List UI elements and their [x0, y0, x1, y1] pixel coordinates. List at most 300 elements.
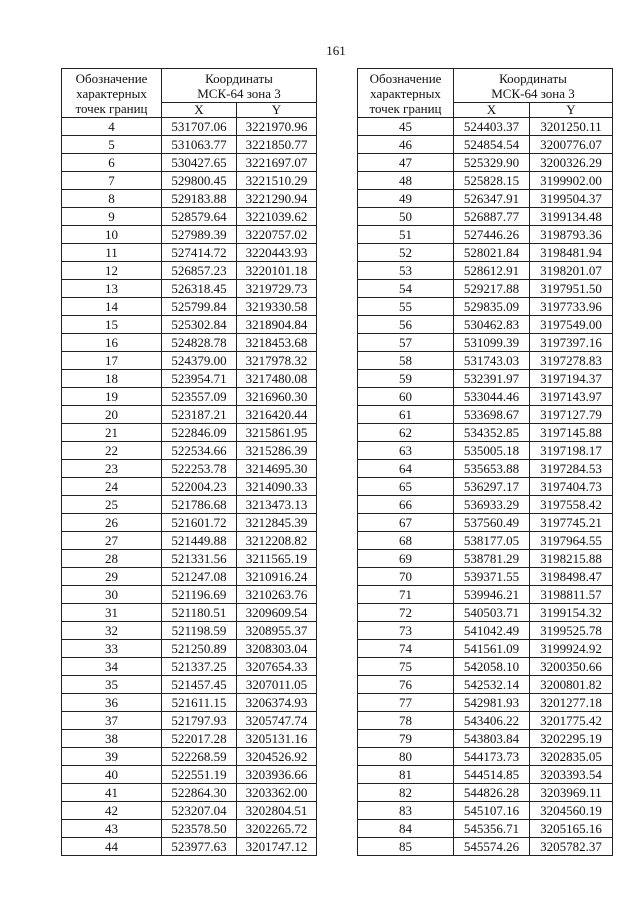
x-coordinate-cell: 531743.03 — [454, 352, 530, 370]
y-coordinate-cell: 3199154.32 — [530, 604, 613, 622]
coordinates-header: Координаты МСК-64 зона 3 — [454, 69, 613, 103]
point-number-cell: 14 — [62, 298, 162, 316]
table-row — [62, 514, 317, 532]
point-number-cell: 18 — [62, 370, 162, 388]
point-number-cell: 15 — [62, 316, 162, 334]
point-number-cell: 41 — [62, 784, 162, 802]
x-coordinate-cell: 521337.25 — [162, 658, 237, 676]
x-coordinate-cell: 522268.59 — [162, 748, 237, 766]
y-coordinate-cell: 3202835.05 — [530, 748, 613, 766]
point-number-cell: 21 — [62, 424, 162, 442]
table-row — [62, 766, 317, 784]
y-coordinate-cell: 3197733.96 — [530, 298, 613, 316]
x-coordinate-cell: 531099.39 — [454, 334, 530, 352]
x-coordinate-cell: 525302.84 — [162, 316, 237, 334]
point-number-cell: 30 — [62, 586, 162, 604]
table-row — [358, 658, 613, 676]
x-coordinate-cell: 523207.04 — [162, 802, 237, 820]
y-coordinate-cell: 3199525.78 — [530, 622, 613, 640]
x-coordinate-cell: 540503.71 — [454, 604, 530, 622]
table-row — [62, 838, 317, 856]
y-coordinate-cell: 3211565.19 — [237, 550, 317, 568]
x-coordinate-cell: 521250.89 — [162, 640, 237, 658]
y-coordinate-cell: 3221039.62 — [237, 208, 317, 226]
x-coordinate-cell: 539946.21 — [454, 586, 530, 604]
table-row — [358, 172, 613, 190]
point-number-cell: 72 — [358, 604, 454, 622]
point-number-cell: 84 — [358, 820, 454, 838]
y-coordinate-cell: 3199902.00 — [530, 172, 613, 190]
table-row — [62, 712, 317, 730]
y-coordinate-cell: 3198793.36 — [530, 226, 613, 244]
y-coordinate-cell: 3207654.33 — [237, 658, 317, 676]
x-coordinate-cell: 528579.64 — [162, 208, 237, 226]
x-coordinate-cell: 526347.91 — [454, 190, 530, 208]
y-coordinate-cell: 3202295.19 — [530, 730, 613, 748]
table-row — [62, 676, 317, 694]
x-coordinate-cell: 523954.71 — [162, 370, 237, 388]
point-number-cell: 81 — [358, 766, 454, 784]
point-number-cell: 22 — [62, 442, 162, 460]
table-row — [62, 316, 317, 334]
y-coordinate-cell: 3198215.88 — [530, 550, 613, 568]
y-coordinate-cell: 3217480.08 — [237, 370, 317, 388]
x-coordinate-cell: 521601.72 — [162, 514, 237, 532]
table-row — [62, 424, 317, 442]
point-number-cell: 32 — [62, 622, 162, 640]
table-row — [62, 370, 317, 388]
x-coordinate-cell: 533698.67 — [454, 406, 530, 424]
point-number-cell: 66 — [358, 496, 454, 514]
y-coordinate-cell: 3219330.58 — [237, 298, 317, 316]
y-coordinate-cell: 3197558.42 — [530, 496, 613, 514]
y-coordinate-cell: 3212208.82 — [237, 532, 317, 550]
point-number-cell: 51 — [358, 226, 454, 244]
table-row — [62, 442, 317, 460]
y-coordinate-cell: 3200350.66 — [530, 658, 613, 676]
x-coordinate-cell: 531707.06 — [162, 118, 237, 136]
table-row — [62, 748, 317, 766]
point-number-cell: 8 — [62, 190, 162, 208]
y-coordinate-cell: 3197964.55 — [530, 532, 613, 550]
x-coordinate-cell: 545356.71 — [454, 820, 530, 838]
table-row — [62, 460, 317, 478]
point-number-cell: 63 — [358, 442, 454, 460]
table-row — [62, 820, 317, 838]
table-row — [62, 532, 317, 550]
x-coordinate-cell: 536933.29 — [454, 496, 530, 514]
point-number-cell: 57 — [358, 334, 454, 352]
x-coordinate-cell: 537560.49 — [454, 514, 530, 532]
point-number-cell: 37 — [62, 712, 162, 730]
x-coordinate-cell: 538177.05 — [454, 532, 530, 550]
x-coordinate-cell: 528612.91 — [454, 262, 530, 280]
y-coordinate-cell: 3201250.11 — [530, 118, 613, 136]
y-coordinate-cell: 3201747.12 — [237, 838, 317, 856]
x-coordinate-cell: 534352.85 — [454, 424, 530, 442]
table-row — [358, 748, 613, 766]
point-number-cell: 36 — [62, 694, 162, 712]
x-coordinate-cell: 529800.45 — [162, 172, 237, 190]
table-row — [62, 298, 317, 316]
y-coordinate-cell: 3203969.11 — [530, 784, 613, 802]
table-row — [358, 262, 613, 280]
y-coordinate-cell: 3197194.37 — [530, 370, 613, 388]
table-row — [358, 208, 613, 226]
point-number-cell: 82 — [358, 784, 454, 802]
point-number-cell: 31 — [62, 604, 162, 622]
table-row — [358, 226, 613, 244]
x-coordinate-cell: 525329.90 — [454, 154, 530, 172]
y-coordinate-cell: 3200326.29 — [530, 154, 613, 172]
x-coordinate-cell: 545574.26 — [454, 838, 530, 856]
point-number-cell: 69 — [358, 550, 454, 568]
table-row — [358, 802, 613, 820]
y-coordinate-cell: 3205747.74 — [237, 712, 317, 730]
x-coordinate-cell: 529183.88 — [162, 190, 237, 208]
x-coordinate-cell: 526887.77 — [454, 208, 530, 226]
y-coordinate-cell: 3221290.94 — [237, 190, 317, 208]
y-coordinate-cell: 3197278.83 — [530, 352, 613, 370]
point-number-cell: 68 — [358, 532, 454, 550]
y-coordinate-cell: 3197745.21 — [530, 514, 613, 532]
point-number-cell: 25 — [62, 496, 162, 514]
x-coordinate-cell: 522004.23 — [162, 478, 237, 496]
x-coordinate-cell: 521198.59 — [162, 622, 237, 640]
table-row — [358, 136, 613, 154]
point-number-cell: 65 — [358, 478, 454, 496]
table-row — [62, 784, 317, 802]
table-row — [62, 802, 317, 820]
x-coordinate-cell: 524854.54 — [454, 136, 530, 154]
y-coordinate-cell: 3204560.19 — [530, 802, 613, 820]
point-number-cell: 7 — [62, 172, 162, 190]
y-coordinate-cell: 3218904.84 — [237, 316, 317, 334]
table-row — [358, 766, 613, 784]
x-coordinate-cell: 535005.18 — [454, 442, 530, 460]
page-number: 161 — [326, 43, 346, 58]
x-coordinate-cell: 544826.28 — [454, 784, 530, 802]
point-number-cell: 40 — [62, 766, 162, 784]
point-number-cell: 29 — [62, 568, 162, 586]
y-coordinate-cell: 3214695.30 — [237, 460, 317, 478]
x-coordinate-cell: 542981.93 — [454, 694, 530, 712]
point-number-cell: 28 — [62, 550, 162, 568]
point-designation-header: Обозначение характерных точек границ — [358, 69, 454, 118]
table-row — [358, 712, 613, 730]
point-number-cell: 33 — [62, 640, 162, 658]
point-number-cell: 71 — [358, 586, 454, 604]
y-coordinate-cell: 3207011.05 — [237, 676, 317, 694]
y-coordinate-cell: 3220443.93 — [237, 244, 317, 262]
point-number-cell: 49 — [358, 190, 454, 208]
x-coordinate-cell: 522253.78 — [162, 460, 237, 478]
table-row — [62, 388, 317, 406]
table-row — [62, 406, 317, 424]
table-row — [62, 226, 317, 244]
y-coordinate-cell: 3199924.92 — [530, 640, 613, 658]
x-coordinate-cell: 528021.84 — [454, 244, 530, 262]
table-row — [358, 820, 613, 838]
y-coordinate-cell: 3197127.79 — [530, 406, 613, 424]
x-coordinate-cell: 521180.51 — [162, 604, 237, 622]
table-row — [358, 352, 613, 370]
x-coordinate-cell: 524828.78 — [162, 334, 237, 352]
point-number-cell: 43 — [62, 820, 162, 838]
point-number-cell: 47 — [358, 154, 454, 172]
y-coordinate-cell: 3221510.29 — [237, 172, 317, 190]
y-coordinate-cell: 3197145.88 — [530, 424, 613, 442]
y-coordinate-cell: 3221970.96 — [237, 118, 317, 136]
y-coordinate-cell: 3221850.77 — [237, 136, 317, 154]
y-coordinate-cell: 3197404.73 — [530, 478, 613, 496]
x-coordinate-cell: 527446.26 — [454, 226, 530, 244]
point-number-cell: 70 — [358, 568, 454, 586]
table-row — [358, 676, 613, 694]
x-coordinate-cell: 544514.85 — [454, 766, 530, 784]
x-coordinate-cell: 542058.10 — [454, 658, 530, 676]
x-coordinate-cell: 527989.39 — [162, 226, 237, 244]
x-coordinate-cell: 525828.15 — [454, 172, 530, 190]
x-coordinate-cell: 526318.45 — [162, 280, 237, 298]
x-coordinate-cell: 522846.09 — [162, 424, 237, 442]
table-row — [358, 334, 613, 352]
x-coordinate-cell: 521786.68 — [162, 496, 237, 514]
y-coordinate-cell: 3205131.16 — [237, 730, 317, 748]
table-row — [62, 658, 317, 676]
point-number-cell: 50 — [358, 208, 454, 226]
y-coordinate-cell: 3197549.00 — [530, 316, 613, 334]
table-row — [62, 262, 317, 280]
point-number-cell: 76 — [358, 676, 454, 694]
y-coordinate-cell: 3208955.37 — [237, 622, 317, 640]
y-coordinate-cell: 3206374.93 — [237, 694, 317, 712]
y-coordinate-cell: 3212845.39 — [237, 514, 317, 532]
x-coordinate-cell: 521331.56 — [162, 550, 237, 568]
table-row — [62, 622, 317, 640]
point-number-cell: 73 — [358, 622, 454, 640]
table-row — [358, 640, 613, 658]
point-number-cell: 42 — [62, 802, 162, 820]
y-coordinate-cell: 3198811.57 — [530, 586, 613, 604]
x-coordinate-cell: 522864.30 — [162, 784, 237, 802]
x-coordinate-cell: 541042.49 — [454, 622, 530, 640]
table-row — [62, 586, 317, 604]
x-coordinate-cell: 535653.88 — [454, 460, 530, 478]
x-coordinate-cell: 527414.72 — [162, 244, 237, 262]
y-column-header: Y — [237, 102, 317, 117]
point-number-cell: 38 — [62, 730, 162, 748]
table-row — [62, 550, 317, 568]
y-coordinate-cell: 3220757.02 — [237, 226, 317, 244]
table-row — [358, 388, 613, 406]
point-number-cell: 9 — [62, 208, 162, 226]
x-coordinate-cell: 523578.50 — [162, 820, 237, 838]
point-number-cell: 83 — [358, 802, 454, 820]
point-number-cell: 55 — [358, 298, 454, 316]
table-row — [358, 478, 613, 496]
y-coordinate-cell: 3197951.50 — [530, 280, 613, 298]
point-number-cell: 24 — [62, 478, 162, 496]
y-coordinate-cell: 3202804.51 — [237, 802, 317, 820]
x-coordinate-cell: 522551.19 — [162, 766, 237, 784]
y-coordinate-cell: 3219729.73 — [237, 280, 317, 298]
y-coordinate-cell: 3213473.13 — [237, 496, 317, 514]
x-coordinate-cell: 529217.88 — [454, 280, 530, 298]
y-coordinate-cell: 3201775.42 — [530, 712, 613, 730]
point-number-cell: 19 — [62, 388, 162, 406]
table-row — [358, 730, 613, 748]
point-number-cell: 75 — [358, 658, 454, 676]
point-number-cell: 67 — [358, 514, 454, 532]
x-column-header: X — [162, 102, 237, 117]
table-row — [358, 154, 613, 172]
y-coordinate-cell: 3203393.54 — [530, 766, 613, 784]
table-row — [358, 496, 613, 514]
table-row — [358, 694, 613, 712]
table-row — [358, 118, 613, 136]
y-coordinate-cell: 3197143.97 — [530, 388, 613, 406]
y-coordinate-cell: 3210263.76 — [237, 586, 317, 604]
y-coordinate-cell: 3220101.18 — [237, 262, 317, 280]
x-coordinate-cell: 521797.93 — [162, 712, 237, 730]
table-row — [358, 784, 613, 802]
y-coordinate-cell: 3197284.53 — [530, 460, 613, 478]
x-coordinate-cell: 522017.28 — [162, 730, 237, 748]
point-number-cell: 56 — [358, 316, 454, 334]
point-number-cell: 52 — [358, 244, 454, 262]
x-coordinate-cell: 542532.14 — [454, 676, 530, 694]
point-number-cell: 45 — [358, 118, 454, 136]
x-coordinate-cell: 543406.22 — [454, 712, 530, 730]
table-row — [358, 460, 613, 478]
table-row — [358, 622, 613, 640]
x-coordinate-cell: 524379.00 — [162, 352, 237, 370]
x-coordinate-cell: 524403.37 — [454, 118, 530, 136]
table-row — [62, 244, 317, 262]
y-coordinate-cell: 3217978.32 — [237, 352, 317, 370]
y-coordinate-cell: 3197397.16 — [530, 334, 613, 352]
point-number-cell: 59 — [358, 370, 454, 388]
point-number-cell: 35 — [62, 676, 162, 694]
point-number-cell: 23 — [62, 460, 162, 478]
y-coordinate-cell: 3202265.72 — [237, 820, 317, 838]
point-number-cell: 27 — [62, 532, 162, 550]
point-number-cell: 74 — [358, 640, 454, 658]
table-row — [358, 586, 613, 604]
x-coordinate-cell: 521457.45 — [162, 676, 237, 694]
x-coordinate-cell: 530462.83 — [454, 316, 530, 334]
y-coordinate-cell: 3197198.17 — [530, 442, 613, 460]
y-coordinate-cell: 3216960.30 — [237, 388, 317, 406]
x-coordinate-cell: 521449.88 — [162, 532, 237, 550]
point-number-cell: 64 — [358, 460, 454, 478]
y-coordinate-cell: 3205782.37 — [530, 838, 613, 856]
table-row — [62, 568, 317, 586]
y-coordinate-cell: 3215286.39 — [237, 442, 317, 460]
y-coordinate-cell: 3218453.68 — [237, 334, 317, 352]
table-row — [62, 172, 317, 190]
point-number-cell: 6 — [62, 154, 162, 172]
table-row — [358, 370, 613, 388]
coordinates-table-left — [61, 68, 317, 856]
x-coordinate-cell: 525799.84 — [162, 298, 237, 316]
y-coordinate-cell: 3199504.37 — [530, 190, 613, 208]
x-coordinate-cell: 533044.46 — [454, 388, 530, 406]
y-coordinate-cell: 3199134.48 — [530, 208, 613, 226]
y-coordinate-cell: 3203362.00 — [237, 784, 317, 802]
point-number-cell: 58 — [358, 352, 454, 370]
table-row — [358, 190, 613, 208]
point-number-cell: 20 — [62, 406, 162, 424]
x-coordinate-cell: 532391.97 — [454, 370, 530, 388]
table-row — [62, 352, 317, 370]
x-coordinate-cell: 523557.09 — [162, 388, 237, 406]
point-number-cell: 80 — [358, 748, 454, 766]
table-row — [62, 154, 317, 172]
point-number-cell: 11 — [62, 244, 162, 262]
y-coordinate-cell: 3210916.24 — [237, 568, 317, 586]
table-row — [62, 478, 317, 496]
table-row — [358, 550, 613, 568]
y-column-header: Y — [530, 102, 613, 117]
x-coordinate-cell: 544173.73 — [454, 748, 530, 766]
y-coordinate-cell: 3214090.33 — [237, 478, 317, 496]
table-row — [358, 838, 613, 856]
x-coordinate-cell: 539371.55 — [454, 568, 530, 586]
table-row — [358, 568, 613, 586]
point-number-cell: 10 — [62, 226, 162, 244]
table-row — [358, 406, 613, 424]
y-coordinate-cell: 3198201.07 — [530, 262, 613, 280]
point-number-cell: 85 — [358, 838, 454, 856]
y-coordinate-cell: 3201277.18 — [530, 694, 613, 712]
table-row — [62, 496, 317, 514]
point-number-cell: 78 — [358, 712, 454, 730]
table-row — [62, 694, 317, 712]
point-number-cell: 26 — [62, 514, 162, 532]
coordinates-header: Координаты МСК-64 зона 3 — [162, 69, 317, 103]
x-column-header: X — [454, 102, 530, 117]
point-number-cell: 16 — [62, 334, 162, 352]
table-row — [358, 244, 613, 262]
point-number-cell: 34 — [62, 658, 162, 676]
y-coordinate-cell: 3200776.07 — [530, 136, 613, 154]
x-coordinate-cell: 543803.84 — [454, 730, 530, 748]
x-coordinate-cell: 531063.77 — [162, 136, 237, 154]
table-row — [62, 136, 317, 154]
y-coordinate-cell: 3216420.44 — [237, 406, 317, 424]
x-coordinate-cell: 521611.15 — [162, 694, 237, 712]
table-row — [62, 604, 317, 622]
x-coordinate-cell: 529835.09 — [454, 298, 530, 316]
y-coordinate-cell: 3198498.47 — [530, 568, 613, 586]
y-coordinate-cell: 3204526.92 — [237, 748, 317, 766]
point-number-cell: 39 — [62, 748, 162, 766]
x-coordinate-cell: 521196.69 — [162, 586, 237, 604]
x-coordinate-cell: 538781.29 — [454, 550, 530, 568]
point-number-cell: 44 — [62, 838, 162, 856]
coordinates-table-right — [357, 68, 613, 856]
x-coordinate-cell: 526857.23 — [162, 262, 237, 280]
point-number-cell: 54 — [358, 280, 454, 298]
table-row — [62, 640, 317, 658]
point-number-cell: 53 — [358, 262, 454, 280]
y-coordinate-cell: 3205165.16 — [530, 820, 613, 838]
table-row — [358, 442, 613, 460]
table-row — [62, 208, 317, 226]
x-coordinate-cell: 541561.09 — [454, 640, 530, 658]
